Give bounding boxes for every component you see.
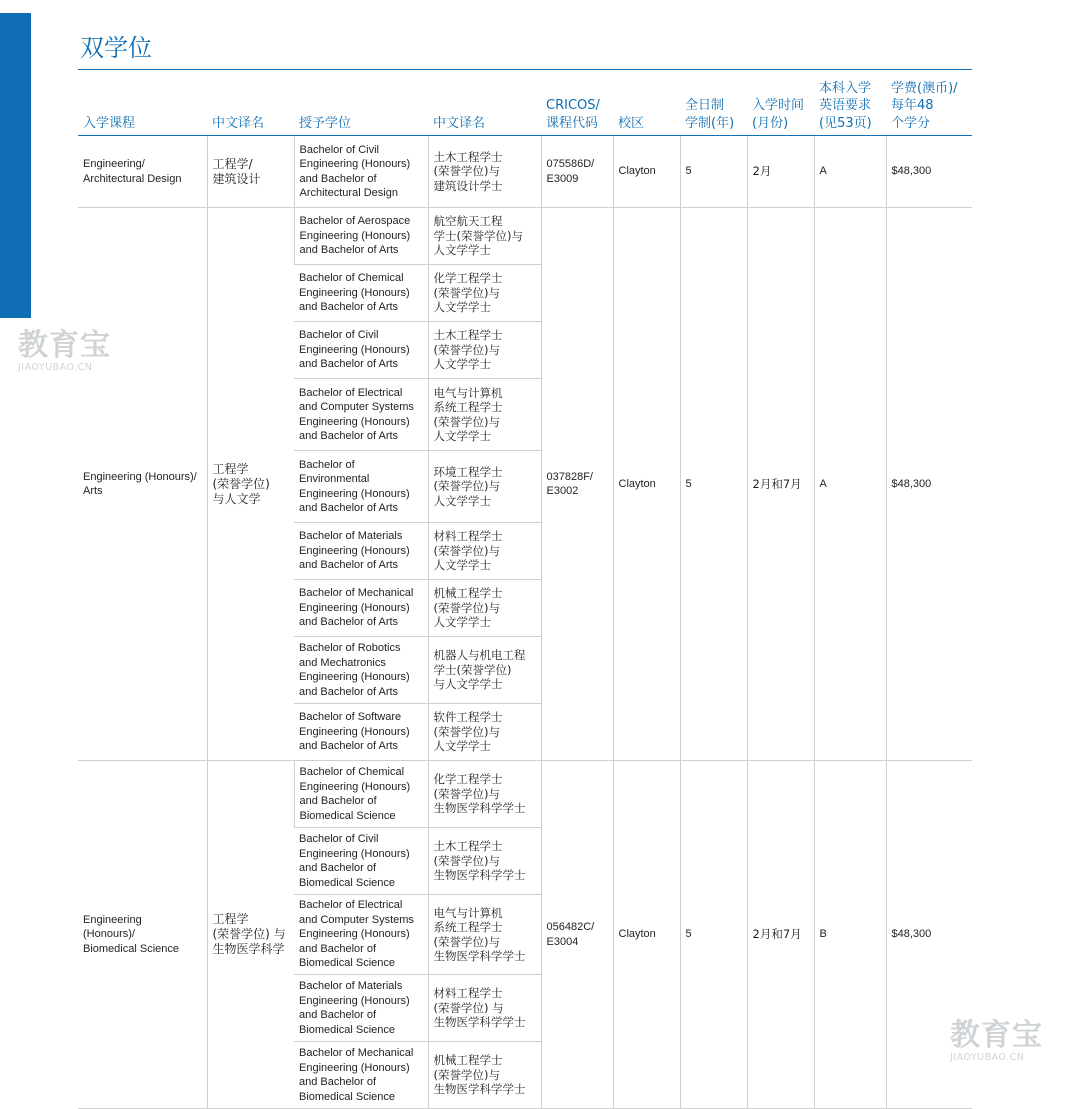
course-name: Engineering/ Architectural Design <box>78 136 207 208</box>
degree-name-zh: 土木工程学士 (荣誉学位)与 建筑设计学士 <box>428 136 541 208</box>
course-name-zh: 工程学 (荣誉学位) 与人文学 <box>207 208 294 761</box>
degree-name: Bachelor of Chemical Engineering (Honours) and Bachelor of Biomedical Science <box>294 761 428 828</box>
english-requirement: A <box>814 136 886 208</box>
header-degree-zh: 中文译名 <box>428 70 541 136</box>
degree-name-zh: 环境工程学士 (荣誉学位)与 人文学学士 <box>428 451 541 523</box>
tuition-fee: $48,300 <box>886 208 972 761</box>
course-name: Engineering (Honours)/ Arts <box>78 208 207 761</box>
header-fee: 学费(澳币)/ 每年48 个学分 <box>886 70 972 136</box>
course-table <box>78 70 972 1109</box>
watermark-domain: JIAOYUBAO.CN <box>18 362 93 373</box>
duration: 5 <box>680 761 747 1109</box>
cricos-code: 037828F/ E3002 <box>541 208 613 761</box>
degree-name: Bachelor of Chemical Engineering (Honours) and Bachelor of Arts <box>294 265 428 322</box>
header-english: 本科入学 英语要求 (见53页) <box>814 70 886 136</box>
degree-name: Bachelor of Materials Engineering (Honours) and Bachelor of Biomedical Science <box>294 975 428 1042</box>
header-intake: 入学时间 (月份) <box>747 70 814 136</box>
degree-name: Bachelor of Robotics and Mechatronics Engineering (Honours) and Bachelor of Arts <box>294 637 428 704</box>
intake: 2月和7月 <box>747 208 814 761</box>
degree-name-zh: 化学工程学士 (荣誉学位)与 生物医学科学学士 <box>428 761 541 828</box>
degree-name: Bachelor of Civil Engineering (Honours) and Bachelor of Biomedical Science <box>294 828 428 895</box>
watermark-logo-text: 教育宝 <box>18 328 111 363</box>
degree-name-zh: 机器人与机电工程 学士(荣誉学位) 与人文学学士 <box>428 637 541 704</box>
campus: Clayton <box>613 136 680 208</box>
header-cricos: CRICOS/ 课程代码 <box>541 70 613 136</box>
watermark-right <box>950 1020 1043 1064</box>
degree-name: Bachelor of Environmental Engineering (Honours) and Bachelor of Arts <box>294 451 428 523</box>
course-name: Engineering (Honours)/ Biomedical Science <box>78 761 207 1109</box>
degree-name-zh: 材料工程学士 (荣誉学位)与 人文学学士 <box>428 523 541 580</box>
watermark-domain: JIAOYUBAO.CN <box>950 1052 1025 1063</box>
degree-name: Bachelor of Civil Engineering (Honours) and Bachelor of Arts <box>294 322 428 379</box>
degree-name: Bachelor of Mechanical Engineering (Honours) and Bachelor of Arts <box>294 580 428 637</box>
campus: Clayton <box>613 208 680 761</box>
cricos-code: 075586D/ E3009 <box>541 136 613 208</box>
english-requirement: B <box>814 761 886 1109</box>
degree-name: Bachelor of Materials Engineering (Honours) and Bachelor of Arts <box>294 523 428 580</box>
tuition-fee: $48,300 <box>886 761 972 1109</box>
header-row <box>78 70 972 136</box>
degree-name: Bachelor of Civil Engineering (Honours) and Bachelor of Architectural Design <box>294 136 428 208</box>
table-row <box>78 761 972 828</box>
degree-name: Bachelor of Electrical and Computer Systems Engineering (Honours) and Bachelor of Biomedical Science <box>294 895 428 975</box>
table-row <box>78 208 972 265</box>
degree-name-zh: 土木工程学士 (荣誉学位)与 生物医学科学学士 <box>428 828 541 895</box>
page-title: 双学位 <box>80 34 152 62</box>
degree-name: Bachelor of Software Engineering (Honours) and Bachelor of Arts <box>294 704 428 761</box>
degree-name-zh: 软件工程学士 (荣誉学位)与 人文学学士 <box>428 704 541 761</box>
watermark-left <box>18 330 111 374</box>
degree-name-zh: 电气与计算机 系统工程学士 (荣誉学位)与 人文学学士 <box>428 379 541 451</box>
degree-name-zh: 土木工程学士 (荣誉学位)与 人文学学士 <box>428 322 541 379</box>
campus: Clayton <box>613 761 680 1109</box>
watermark-logo-text: 教育宝 <box>950 1018 1043 1053</box>
degree-name-zh: 机械工程学士 (荣誉学位)与 人文学学士 <box>428 580 541 637</box>
degree-name: Bachelor of Aerospace Engineering (Honours) and Bachelor of Arts <box>294 208 428 265</box>
side-color-bar <box>0 13 31 318</box>
duration: 5 <box>680 208 747 761</box>
course-name-zh: 工程学 (荣誉学位) 与 生物医学科学 <box>207 761 294 1109</box>
degree-name-zh: 航空航天工程 学士(荣誉学位)与 人文学学士 <box>428 208 541 265</box>
intake: 2月和7月 <box>747 761 814 1109</box>
degree-name-zh: 电气与计算机 系统工程学士 (荣誉学位)与 生物医学科学学士 <box>428 895 541 975</box>
table-row <box>78 136 972 208</box>
degree-name-zh: 化学工程学士 (荣誉学位)与 人文学学士 <box>428 265 541 322</box>
cricos-code: 056482C/ E3004 <box>541 761 613 1109</box>
header-duration: 全日制 学制(年) <box>680 70 747 136</box>
header-course-zh: 中文译名 <box>207 70 294 136</box>
header-course: 入学课程 <box>78 70 207 136</box>
header-degree: 授予学位 <box>294 70 428 136</box>
intake: 2月 <box>747 136 814 208</box>
degree-name: Bachelor of Mechanical Engineering (Honours) and Bachelor of Biomedical Science <box>294 1042 428 1109</box>
header-campus: 校区 <box>613 70 680 136</box>
course-name-zh: 工程学/ 建筑设计 <box>207 136 294 208</box>
degree-name-zh: 机械工程学士 (荣誉学位)与 生物医学科学学士 <box>428 1042 541 1109</box>
degree-name-zh: 材料工程学士 (荣誉学位) 与 生物医学科学学士 <box>428 975 541 1042</box>
english-requirement: A <box>814 208 886 761</box>
duration: 5 <box>680 136 747 208</box>
tuition-fee: $48,300 <box>886 136 972 208</box>
degree-name: Bachelor of Electrical and Computer Systems Engineering (Honours) and Bachelor of Arts <box>294 379 428 451</box>
